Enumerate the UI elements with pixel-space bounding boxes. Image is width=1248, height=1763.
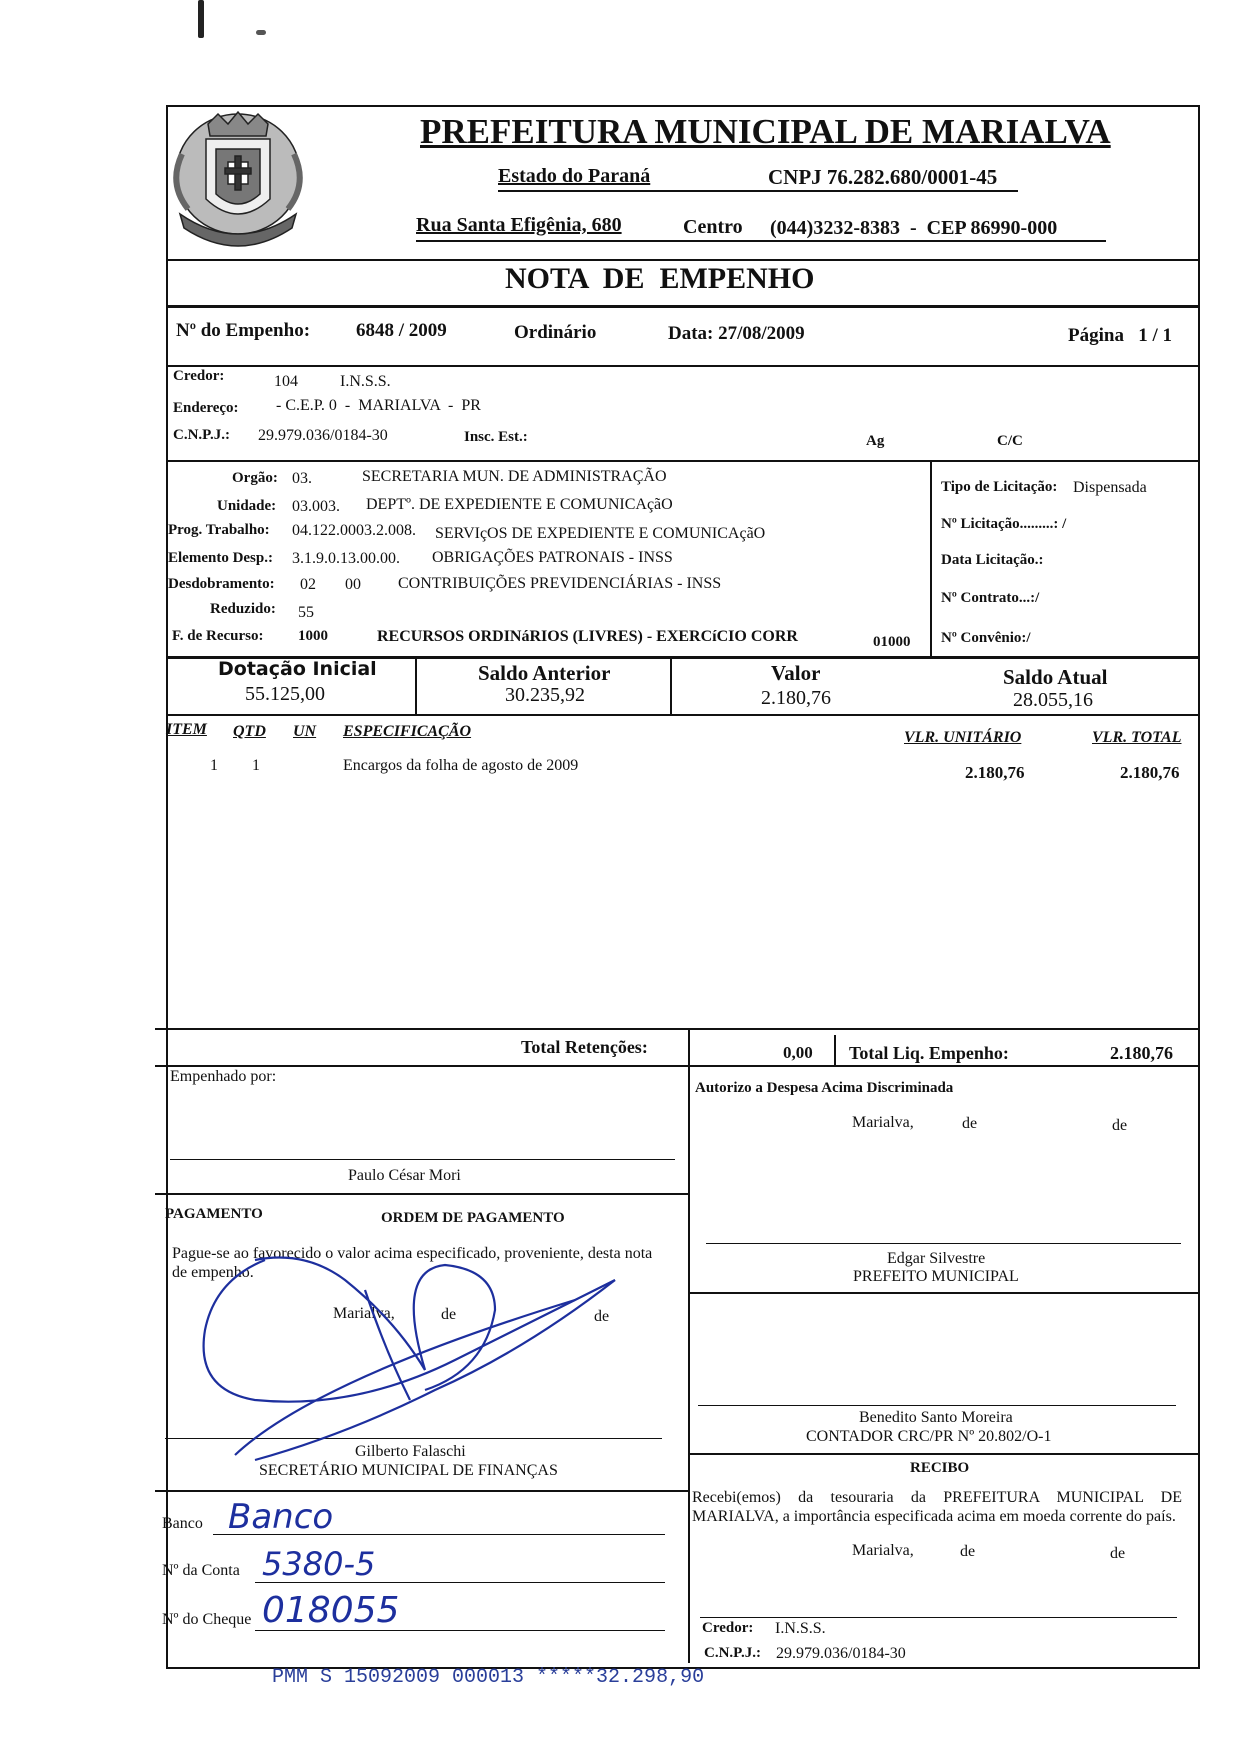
empenho-label: Nº do Empenho:	[176, 320, 311, 341]
desdob-name: CONTRIBUIÇÕES PREVIDENCIÁRIAS - INSS	[398, 575, 722, 592]
divider	[166, 460, 1198, 462]
prog-label: Prog. Trabalho:	[168, 522, 270, 538]
licitacao-type-label: Tipo de Licitação:	[941, 479, 1058, 495]
elemento-code: 3.1.9.0.13.00.00.	[292, 550, 400, 567]
signature-scribble	[195, 1240, 635, 1470]
reduzido-value: 55	[298, 604, 314, 621]
recibo-credor: I.N.S.S.	[775, 1620, 826, 1637]
recibo-de1: de	[960, 1543, 976, 1560]
item-vlr-unitario: 2.180,76	[965, 763, 1025, 782]
autorizo-de1: de	[962, 1115, 978, 1132]
pagamento-city: Marialva,	[333, 1305, 395, 1322]
page-number: Página 1 / 1	[1068, 325, 1172, 346]
recibo-label: RECIBO	[910, 1460, 970, 1476]
header-title: PREFEITURA MUNICIPAL DE MARIALVA	[420, 112, 1111, 151]
banco-handwritten: Banco	[228, 1497, 334, 1537]
divider-vertical	[670, 656, 672, 716]
insc-label: Insc. Est.:	[464, 429, 528, 445]
recibo-de2: de	[1110, 1545, 1126, 1562]
licitacao-type: Dispensada	[1073, 479, 1147, 496]
pagamento-de2: de	[594, 1308, 610, 1325]
divider	[155, 1028, 1198, 1030]
recurso-num: 01000	[873, 634, 911, 650]
divider	[166, 259, 1198, 261]
item-vlr-total: 2.180,76	[1120, 763, 1180, 782]
licitacao-date: Data Licitação.:	[941, 552, 1044, 568]
endereco-label: Endereço:	[173, 400, 239, 416]
valor-label: Valor	[771, 661, 821, 685]
divider-vertical	[834, 1035, 836, 1065]
anterior-value: 30.235,92	[505, 684, 585, 706]
empenho-date: Data: 27/08/2009	[668, 323, 805, 344]
divider	[166, 714, 1198, 716]
liq-label: Total Liq. Empenho:	[849, 1043, 1009, 1063]
valor-value: 2.180,76	[761, 687, 831, 709]
item-qtd: 1	[252, 757, 260, 774]
empenho-type: Ordinário	[514, 322, 597, 343]
signature-line	[700, 1617, 1177, 1618]
scan-mark	[198, 0, 204, 38]
coat-of-arms	[168, 104, 308, 252]
header-district: Centro	[683, 216, 743, 238]
dotacao-label: Dotação Inicial	[218, 658, 377, 680]
desdob-b: 00	[345, 576, 361, 593]
recurso-code: 1000	[298, 628, 328, 644]
cnpj-value: 29.979.036/0184-30	[258, 427, 388, 444]
conta-label: Nº da Conta	[162, 1562, 240, 1579]
signature-line	[170, 1159, 675, 1160]
anterior-label: Saldo Anterior	[478, 661, 611, 685]
recurso-name: RECURSOS ORDINáRIOS (LIVRES) - EXERCíCIO CORR	[377, 628, 798, 645]
recibo-city: Marialva,	[852, 1542, 914, 1559]
header-underline	[498, 190, 1018, 192]
ordem-label: ORDEM DE PAGAMENTO	[381, 1210, 565, 1226]
divider-vertical	[415, 656, 417, 716]
pagamento-de1: de	[441, 1306, 457, 1323]
divider	[155, 1490, 688, 1492]
autorizo-de2: de	[1112, 1117, 1128, 1134]
desdob-label: Desdobramento:	[168, 576, 275, 592]
divider-vertical	[688, 1028, 690, 1663]
col-item: ITEM	[166, 721, 207, 738]
col-vlr-unitario: VLR. UNITÁRIO	[904, 729, 1022, 746]
atual-value: 28.055,16	[1013, 689, 1093, 711]
header-phone-cep: (044)3232-8383 - CEP 86990-000	[770, 217, 1058, 239]
empenhado-name: Paulo César Mori	[348, 1167, 461, 1184]
empenhado-label: Empenhado por:	[170, 1068, 277, 1085]
recibo-credor-label: Credor:	[702, 1620, 754, 1636]
header-street: Rua Santa Efigênia, 680	[416, 214, 622, 236]
credor-label: Credor:	[173, 368, 225, 384]
autorizo-city: Marialva,	[852, 1114, 914, 1131]
secretario-name: Gilberto Falaschi	[355, 1443, 466, 1460]
prog-name: SERVIçOS DE EXPEDIENTE E COMUNICAçãO	[435, 525, 766, 542]
convenio: Nº Convênio:/	[941, 630, 1031, 646]
credor-name: I.N.S.S.	[340, 373, 391, 390]
dotacao-value: 55.125,00	[245, 683, 325, 705]
item-especificacao: Encargos da folha de agosto de 2009	[343, 757, 579, 774]
credor-code: 104	[274, 373, 298, 390]
licitacao-number: Nº Licitação.........: /	[941, 516, 1067, 532]
orgao-code: 03.	[292, 470, 312, 487]
banco-label: Banco	[162, 1515, 203, 1532]
retencoes-value: 0,00	[783, 1043, 813, 1062]
header-address-underline	[416, 240, 1106, 242]
col-un: UN	[293, 723, 317, 740]
divider	[688, 1453, 1198, 1455]
cheque-label: Nº do Cheque	[162, 1611, 252, 1628]
divider	[155, 1193, 688, 1195]
empenho-number: 6848 / 2009	[356, 320, 447, 341]
col-qtd: QTD	[233, 723, 266, 740]
contador-title: CONTADOR CRC/PR Nº 20.802/O-1	[806, 1428, 1052, 1445]
recibo-text: Recebi(emos) da tesouraria da PREFEITURA MUNICIPAL DE MARIALVA, a importância especificada acima em moeda corrente do país.	[692, 1489, 1182, 1525]
signature-line	[698, 1405, 1176, 1406]
orgao-name: SECRETARIA MUN. DE ADMINISTRAÇÃO	[362, 468, 667, 485]
secretario-title: SECRETÁRIO MUNICIPAL DE FINANÇAS	[259, 1462, 558, 1479]
doc-title: NOTA DE EMPENHO	[505, 262, 815, 295]
header-state: Estado do Paraná	[498, 165, 651, 187]
item-number: 1	[210, 757, 218, 774]
cnpj-label: C.N.P.J.:	[173, 427, 230, 443]
desdob-a: 02	[300, 576, 316, 593]
prefeito-name: Edgar Silvestre	[887, 1250, 986, 1267]
divider	[166, 365, 1198, 367]
col-especificacao: ESPECIFICAÇÃO	[343, 723, 472, 740]
header-cnpj: CNPJ 76.282.680/0001-45	[768, 165, 998, 189]
recibo-cnpj: 29.979.036/0184-30	[776, 1645, 906, 1662]
divider-vertical	[930, 460, 932, 658]
orgao-label: Orgão:	[232, 470, 278, 486]
atual-label: Saldo Atual	[1003, 665, 1108, 689]
endereco-value: - C.E.P. 0 - MARIALVA - PR	[276, 397, 481, 414]
divider	[688, 1292, 1198, 1294]
unidade-name: DEPTº. DE EXPEDIENTE E COMUNICAçãO	[366, 496, 673, 513]
divider	[166, 305, 1198, 308]
scan-speck	[256, 30, 266, 35]
unidade-code: 03.003.	[292, 498, 340, 515]
unidade-label: Unidade:	[217, 498, 277, 514]
contrato: Nº Contrato...:/	[941, 590, 1040, 606]
prog-code: 04.122.0003.2.008.	[292, 522, 416, 539]
elemento-name: OBRIGAÇÕES PATRONAIS - INSS	[432, 549, 673, 566]
reduzido-label: Reduzido:	[210, 601, 276, 617]
retencoes-label: Total Retenções:	[521, 1037, 648, 1057]
ag-label: Ag	[866, 433, 885, 449]
col-vlr-total: VLR. TOTAL	[1092, 729, 1182, 746]
divider	[155, 1065, 1198, 1067]
elemento-label: Elemento Desp.:	[168, 550, 273, 566]
signature-line	[706, 1243, 1181, 1244]
contador-name: Benedito Santo Moreira	[859, 1409, 1013, 1426]
prefeito-title: PREFEITO MUNICIPAL	[853, 1268, 1019, 1285]
pagamento-label: PAGAMENTO	[165, 1206, 263, 1222]
recibo-cnpj-label: C.N.P.J.:	[704, 1645, 761, 1661]
conta-handwritten: 5380-5	[262, 1545, 376, 1583]
payment-stamp: PMM S 15092009 000013 *****32.298,90	[272, 1666, 705, 1689]
cc-label: C/C	[997, 433, 1023, 449]
cheque-handwritten: 018055	[262, 1590, 400, 1631]
liq-value: 2.180,76	[1110, 1043, 1173, 1063]
recurso-label: F. de Recurso:	[172, 628, 264, 644]
pagamento-text: Pague-se ao favorecido o valor acima especificado, proveniente, desta nota de empenho.	[172, 1245, 653, 1281]
autorizo-label: Autorizo a Despesa Acima Discriminada	[695, 1080, 954, 1096]
